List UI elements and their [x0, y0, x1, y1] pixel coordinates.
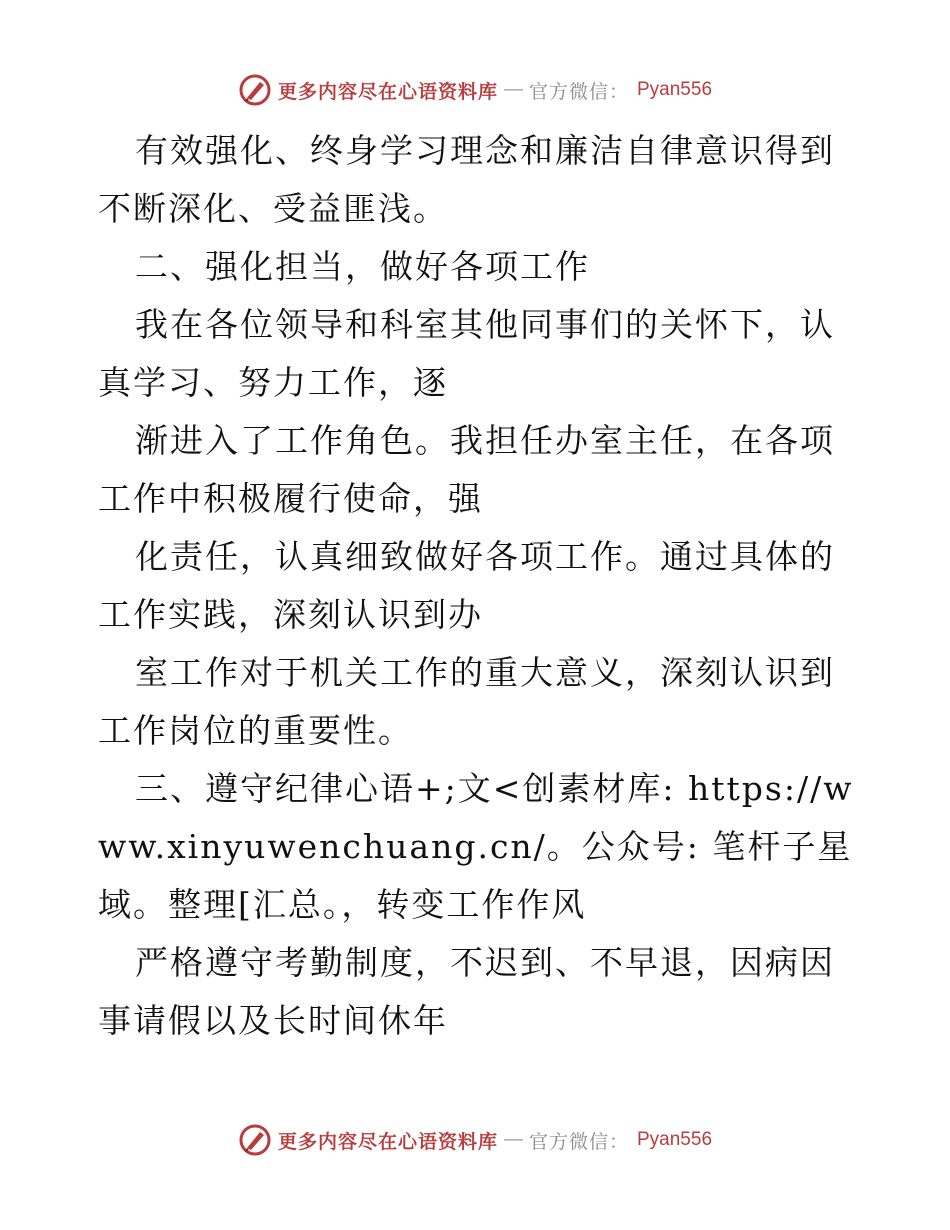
banner-dash: — [503, 1129, 523, 1150]
banner-wechat-label: 官方微信： [528, 80, 629, 103]
banner-title: 更多内容尽在心语资料库 [277, 1130, 498, 1153]
paragraph: 渐进入了工作角色。我担任办室主任，在各项工作中积极履行使命，强 [98, 421, 835, 518]
section-heading: 三、遵守纪律心语+;文<创素材库: https://www.xinyuwenchuang.cn/。公众号: 笔杆子星域。整理[汇总。，转变工作作风 [98, 769, 854, 924]
paragraph: 有效强化、终身学习理念和廉洁自律意识得到不断深化、受益匪浅。 [98, 131, 835, 228]
paragraph: 严格遵守考勤制度，不迟到、不早退，因病因事请假以及长时间休年 [98, 943, 835, 1040]
banner-wechat-id: Pyan556 [637, 79, 713, 100]
footer-banner [0, 1120, 950, 1160]
header-banner [0, 70, 950, 110]
pen-circle-icon [238, 73, 272, 107]
document-body [98, 122, 858, 1050]
paragraph: 我在各位领导和科室其他同事们的关怀下，认真学习、努力工作，逐 [98, 305, 835, 402]
paragraph: 室工作对于机关工作的重大意义，深刻认识到工作岗位的重要性。 [98, 653, 835, 750]
banner-title: 更多内容尽在心语资料库 [277, 80, 498, 103]
section-heading: 二、强化担当，做好各项工作 [135, 247, 590, 286]
banner-wechat-id: Pyan556 [637, 1129, 713, 1150]
pen-circle-icon [238, 1123, 272, 1157]
banner-dash: — [503, 79, 523, 100]
banner-wechat-label: 官方微信： [528, 1130, 629, 1153]
paragraph: 化责任，认真细致做好各项工作。通过具体的工作实践，深刻认识到办 [98, 537, 835, 634]
